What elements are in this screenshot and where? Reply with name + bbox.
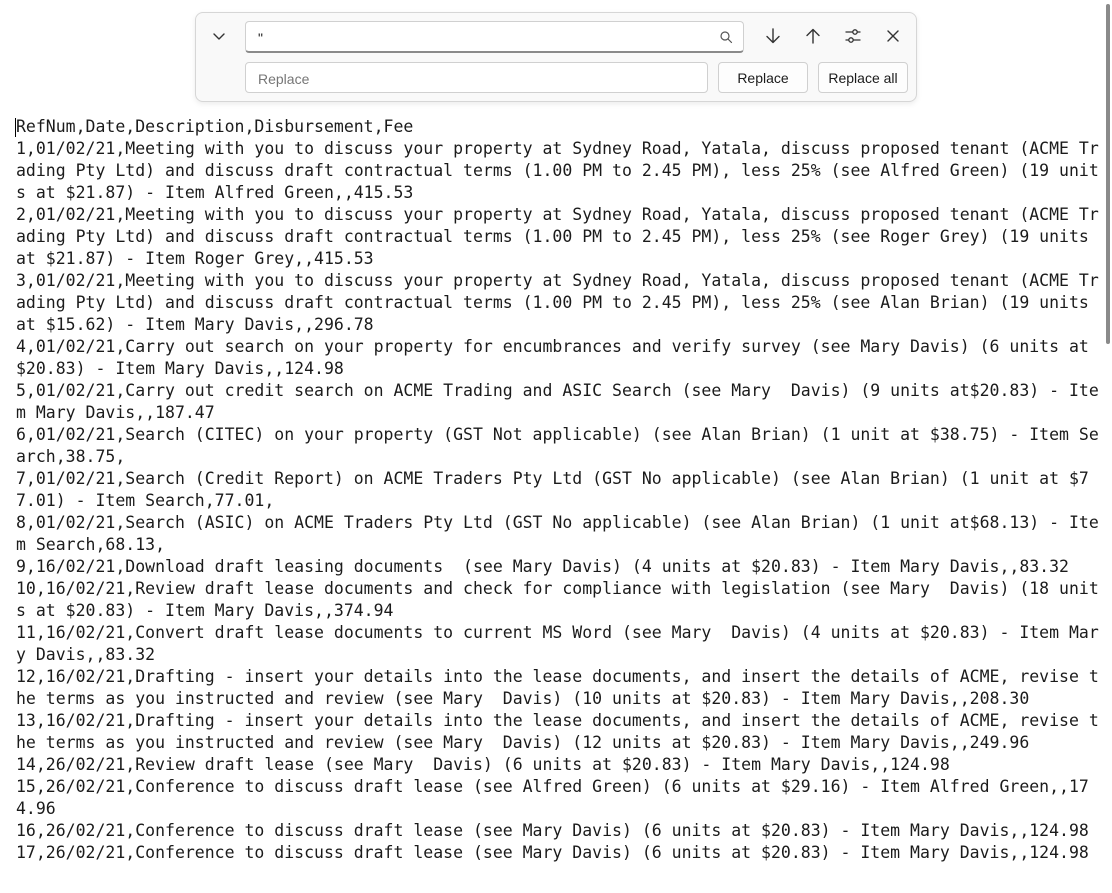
document-line[interactable]: 16,26/02/21,Conference to discuss draft lease (see Mary Davis) (6 units at $20.83) - Item Mary Davis,,124.98 <box>16 821 1089 840</box>
arrow-up-icon <box>804 27 822 50</box>
document-line[interactable]: 13,16/02/21,Drafting - insert your details into the lease documents, and insert the details of ACME, revise the terms as you instructed and review (see Mary Davis) (12 units at $20.83) - Item Mary Davis,,249.96 <box>16 711 1099 752</box>
document-text[interactable] <box>16 116 1102 864</box>
replace-input[interactable] <box>256 67 700 91</box>
document-line[interactable]: 9,16/02/21,Download draft leasing documents (see Mary Davis) (4 units at $20.83) - Item Mary Davis,,83.32 <box>16 557 1069 576</box>
sliders-icon <box>844 27 862 50</box>
document-line[interactable]: 11,16/02/21,Convert draft lease documents to current MS Word (see Mary Davis) (4 units at $20.83) - Item Mary Davis,,83.32 <box>16 623 1099 664</box>
find-replace-panel <box>195 12 917 102</box>
arrow-down-icon <box>764 27 782 50</box>
document-line[interactable]: 6,01/02/21,Search (CITEC) on your property (GST Not applicable) (see Alan Brian) (1 unit at $38.75) - Item Search,38.75, <box>16 425 1099 466</box>
search-icon[interactable] <box>719 30 733 44</box>
document-line[interactable]: 17,26/02/21,Conference to discuss draft lease (see Mary Davis) (6 units at $20.83) - Item Mary Davis,,124.98 <box>16 843 1089 862</box>
chevron-down-icon <box>212 29 226 48</box>
replace-button[interactable]: Replace <box>718 62 808 93</box>
document-line[interactable]: RefNum,Date,Description,Disbursement,Fee <box>16 117 414 136</box>
find-previous-button[interactable] <box>799 24 827 52</box>
document-line[interactable]: 4,01/02/21,Carry out search on your property for encumbrances and verify survey (see Mary Davis) (6 units at $20.83) - Item Mary Davis,,124.98 <box>16 337 1099 378</box>
toggle-replace-button[interactable] <box>206 25 232 51</box>
document-line[interactable]: 15,26/02/21,Conference to discuss draft lease (see Alfred Green) (6 units at $29.16) - Item Alfred Green,,174.96 <box>16 777 1089 818</box>
document-line[interactable]: 7,01/02/21,Search (Credit Report) on ACME Traders Pty Ltd (GST No applicable) (see Alan Brian) (1 unit at $77.01) - Item Search,77.01, <box>16 469 1089 510</box>
scrollbar-thumb[interactable] <box>1106 4 1110 344</box>
find-input[interactable] <box>256 26 700 50</box>
document-line[interactable]: 2,01/02/21,Meeting with you to discuss your property at Sydney Road, Yatala, discuss proposed tenant (ACME Trading Pty Ltd) and discuss draft contractual terms (1.00 PM to 2.45 PM), less 25% (see Roger Grey) (19 units at $21.87) - Item Roger Grey,,415.53 <box>16 205 1099 268</box>
vertical-scrollbar[interactable] <box>1102 0 1112 893</box>
text-caret <box>15 118 16 137</box>
document-line[interactable]: 12,16/02/21,Drafting - insert your details into the lease documents, and insert the details of ACME, revise the terms as you instructed and review (see Mary Davis) (10 units at $20.83) - Item Mary Davis,,208.30 <box>16 667 1099 708</box>
search-options-button[interactable] <box>839 24 867 52</box>
close-find-button[interactable] <box>879 24 907 52</box>
close-icon <box>885 28 901 49</box>
document-line[interactable]: 5,01/02/21,Carry out credit search on ACME Trading and ASIC Search (see Mary Davis) (9 units at$20.83) - Item Mary Davis,,187.47 <box>16 381 1099 422</box>
replace-field[interactable] <box>245 62 708 93</box>
document-line[interactable]: 8,01/02/21,Search (ASIC) on ACME Traders Pty Ltd (GST No applicable) (see Alan Brian) (1 unit at$68.13) - Item Search,68.13, <box>16 513 1099 554</box>
document-line[interactable]: 1,01/02/21,Meeting with you to discuss your property at Sydney Road, Yatala, discuss proposed tenant (ACME Trading Pty Ltd) and discuss draft contractual terms (1.00 PM to 2.45 PM), less 25% (see Alfred Green) (19 units at $21.87) - Item Alfred Green,,415.53 <box>16 139 1099 202</box>
document-line[interactable]: 3,01/02/21,Meeting with you to discuss your property at Sydney Road, Yatala, discuss proposed tenant (ACME Trading Pty Ltd) and discuss draft contractual terms (1.00 PM to 2.45 PM), less 25% (see Alan Brian) (19 units at $15.62) - Item Mary Davis,,296.78 <box>16 271 1099 334</box>
document-line[interactable]: 14,26/02/21,Review draft lease (see Mary Davis) (6 units at $20.83) - Item Mary Davis,,124.98 <box>16 755 950 774</box>
document-line[interactable]: 10,16/02/21,Review draft lease documents and check for compliance with legislation (see Mary Davis) (18 units at $20.83) - Item Mary Davis,,374.94 <box>16 579 1099 620</box>
replace-all-button[interactable]: Replace all <box>818 62 908 93</box>
find-next-button[interactable] <box>759 24 787 52</box>
find-field[interactable] <box>245 21 744 53</box>
